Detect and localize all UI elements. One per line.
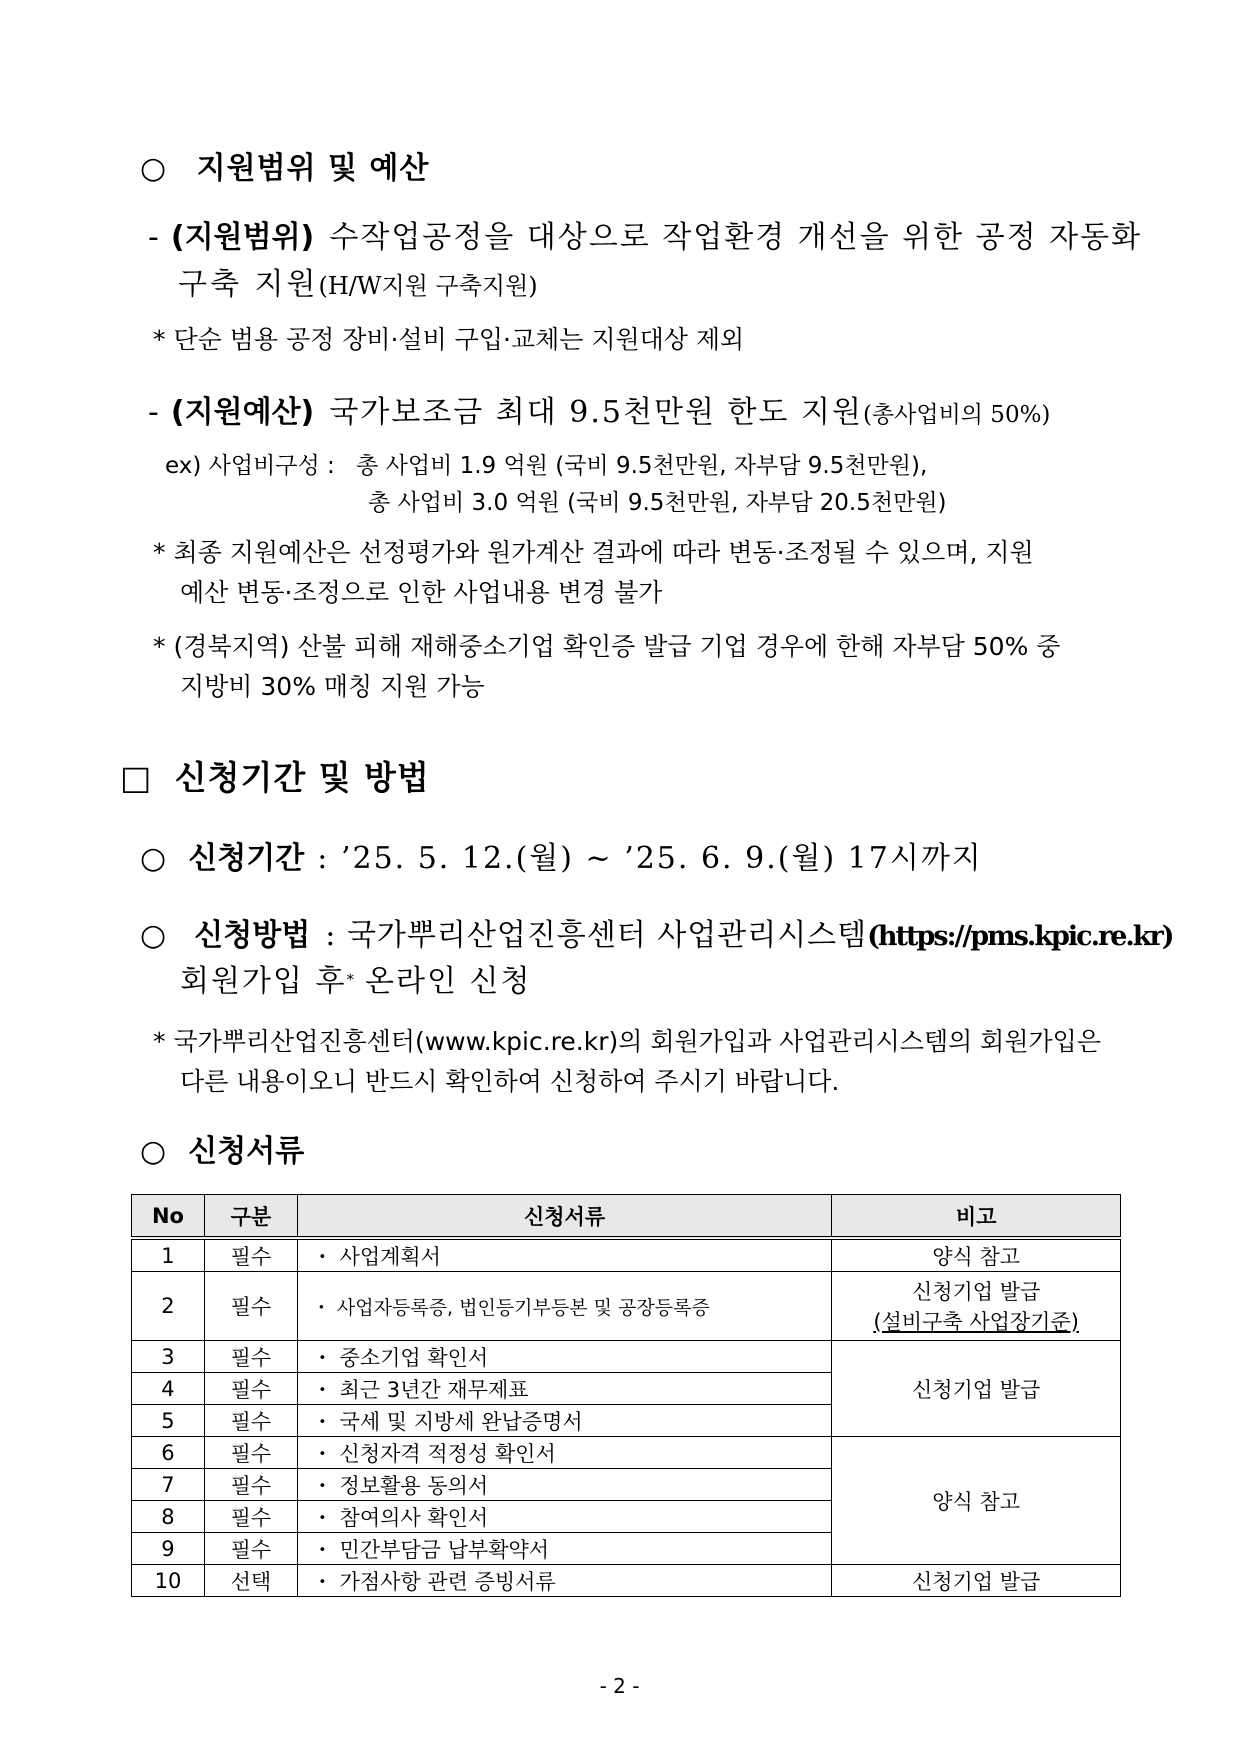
table-row: 4 필수 ・ 최근 3년간 재무제표 xyxy=(132,1373,1121,1405)
table-row: 10 선택 ・ 가점사항 관련 증빙서류 신청기업 발급 xyxy=(132,1565,1121,1597)
scope-text: 수작업공정을 대상으로 작업환경 개선을 위한 공정 자동화 xyxy=(329,220,1143,255)
apply-note-cont: 다른 내용이오니 반드시 확인하여 신청하여 주시기 바랍니다. xyxy=(180,1067,840,1096)
remark-cell: 양식 참고 xyxy=(832,1437,1121,1565)
table-row: 5 필수 ・ 국세 및 지방세 완납증명서 xyxy=(132,1405,1121,1437)
table-row: 9 필수 ・ 민간부담금 납부확약서 xyxy=(132,1533,1121,1565)
budget-line: - (지원예산) 국가보조금 최대 9.5천만원 한도 지원(총사업비의 50%) xyxy=(148,395,1051,430)
budget-label: (지원예산) xyxy=(170,395,315,430)
header-document: 신청서류 xyxy=(297,1195,831,1239)
scope-label: (지원범위) xyxy=(170,220,315,255)
section-title: 신청기간 및 방법 xyxy=(174,758,430,797)
section-title: 지원범위 및 예산 xyxy=(196,151,430,186)
circle-marker: ○ xyxy=(140,151,168,186)
table-header-row xyxy=(132,1195,1121,1239)
table-row: 8 필수 ・ 참여의사 확인서 xyxy=(132,1501,1121,1533)
period-text: : ’25. 5. 12.(월) ~ ’25. 6. 9.(월) 17시까지 xyxy=(317,841,983,876)
documents-table xyxy=(131,1194,1121,1597)
budget-example-1: ex) 사업비구성 : 총 사업비 1.9 억원 (국비 9.5천만원, 자부담 9.5천만원), xyxy=(165,453,928,479)
budget-note-1: * 최종 지원예산은 선정평가와 원가계산 결과에 따라 변동·조정될 수 있으며, 지원 xyxy=(153,538,1034,567)
apply-method: ○ 신청방법 : 국가뿌리산업진흥센터 사업관리시스템(https://pms.kpic.re.kr) xyxy=(140,918,1173,953)
table-row: 7 필수 ・ 정보활용 동의서 xyxy=(132,1469,1121,1501)
period-label: 신청기간 xyxy=(188,841,305,876)
section-heading-scope xyxy=(140,143,429,187)
remark-cell: 양식 참고 xyxy=(832,1238,1121,1272)
method-label: 신청방법 xyxy=(194,918,311,953)
budget-text: 국가보조금 최대 9.5천만원 한도 지원 xyxy=(329,395,863,430)
budget-note-1-cont: 예산 변동·조정으로 인한 사업내용 변경 불가 xyxy=(180,578,663,607)
table-row: 1 필수 ・ 사업계획서 양식 참고 xyxy=(132,1238,1121,1272)
table-row: 2 필수 ・ 사업자등록증, 법인등기부등본 및 공장등록증 신청기업 발급 (설비구축 사업장기준) xyxy=(132,1272,1121,1341)
budget-note-2: * (경북지역) 산불 피해 재해중소기업 확인증 발급 기업 경우에 한해 자부담 50% 중 xyxy=(153,632,1061,661)
remark-cell: 신청기업 발급 (설비구축 사업장기준) xyxy=(832,1272,1121,1341)
table-row: 3 필수 ・ 중소기업 확인서 신청기업 발급 xyxy=(132,1341,1121,1373)
method-url: (https://pms.kpic.re.kr) xyxy=(867,921,1173,952)
page-number: - 2 - xyxy=(599,1674,640,1698)
scope-note: * 단순 범용 공정 장비·설비 구입·교체는 지원대상 제외 xyxy=(153,325,745,354)
table-row: 6 필수 ・ 신청자격 적정성 확인서 양식 참고 xyxy=(132,1437,1121,1469)
header-remark: 비고 xyxy=(832,1195,1121,1239)
apply-method-cont: 회원가입 후* 온라인 신청 xyxy=(180,964,532,999)
apply-note: * 국가뿌리산업진흥센터(www.kpic.re.kr)의 회원가입과 사업관리시스템의 회원가입은 xyxy=(153,1027,1101,1056)
budget-note-2-cont: 지방비 30% 매칭 지원 가능 xyxy=(180,672,485,701)
header-type: 구분 xyxy=(204,1195,297,1239)
method-text: : 국가뿌리산업진흥센터 사업관리시스템 xyxy=(325,918,868,953)
remark-cell: 신청기업 발급 xyxy=(832,1565,1121,1597)
remark-cell: 신청기업 발급 xyxy=(832,1341,1121,1437)
scope-line-1: - (지원범위) 수작업공정을 대상으로 작업환경 개선을 위한 공정 자동화 xyxy=(148,220,1143,255)
budget-example-2: 총 사업비 3.0 억원 (국비 9.5천만원, 자부담 20.5천만원) xyxy=(368,490,947,516)
header-no: No xyxy=(132,1195,205,1239)
apply-period: ○ 신청기간 : ’25. 5. 12.(월) ~ ’25. 6. 9.(월) 17시까지 xyxy=(140,841,983,876)
scope-line-2: 구축 지원(H/W지원 구축지원) xyxy=(178,267,538,302)
docs-heading: ○ 신청서류 xyxy=(140,1134,305,1169)
section-heading-apply xyxy=(120,752,430,799)
square-marker: □ xyxy=(120,758,153,797)
docs-label: 신청서류 xyxy=(188,1134,305,1169)
